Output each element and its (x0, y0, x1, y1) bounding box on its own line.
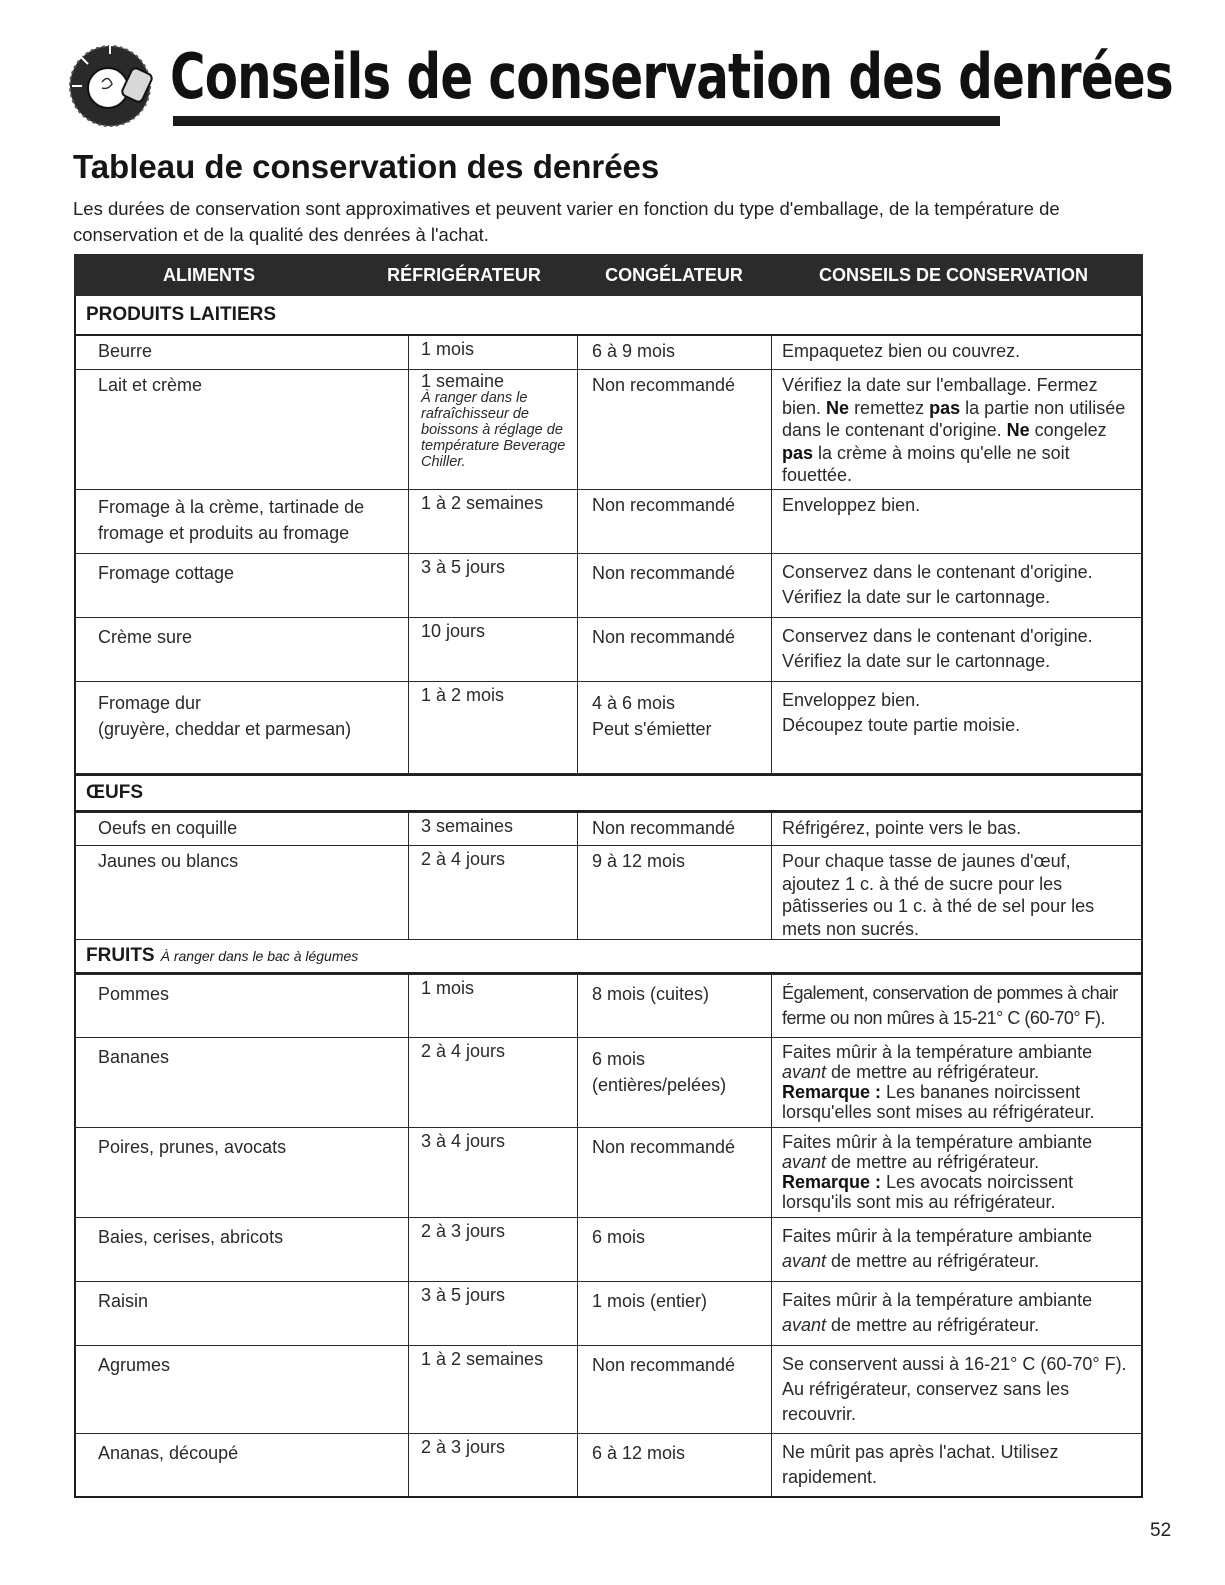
fridge-cell (408, 370, 577, 489)
table-row (74, 618, 1143, 682)
header-rule (173, 116, 1000, 126)
tips-bold: Remarque : (782, 1082, 882, 1102)
tips-cell (771, 1038, 1141, 1127)
freezer-cell: 1 mois (entier) (577, 1282, 771, 1345)
section-fruits-note: À ranger dans le bac à légumes (160, 948, 359, 964)
freezer-cell: 6 à 12 mois (577, 1434, 771, 1496)
freezer-value: 6 mois (592, 1049, 646, 1069)
section-dairy (74, 296, 1143, 336)
tips-text: la partie non utilisée dans le contenant d'origine. (782, 397, 1126, 440)
fridge-cell: 3 à 4 jours (408, 1128, 577, 1217)
tips-cell (771, 682, 1141, 773)
fridge-cell: 1 mois (408, 336, 577, 369)
fridge-cell: 3 à 5 jours (408, 554, 577, 617)
tips-text: Enveloppez bien. (782, 690, 921, 710)
fridge-cell: 2 à 4 jours (408, 846, 577, 939)
fridge-cell: 1 à 2 semaines (408, 490, 577, 553)
freezer-cell: 9 à 12 mois (577, 846, 771, 939)
tips-text: Faites mûrir à la température ambiante (782, 1042, 1093, 1062)
food-name: Fromage dur (98, 693, 202, 713)
tips-bold: Ne (1006, 420, 1030, 440)
table-row (74, 682, 1143, 774)
fridge-cell: 2 à 3 jours (408, 1434, 577, 1496)
table-row (74, 336, 1143, 370)
table-row (74, 1282, 1143, 1346)
tips-text: de mettre au réfrigérateur. (826, 1315, 1040, 1335)
food-cell: Poires, prunes, avocats (98, 1137, 287, 1157)
section-eggs (74, 774, 1143, 812)
table-row (74, 846, 1143, 940)
freezer-value: 4 à 6 mois (592, 693, 676, 713)
tips-text: remettez (849, 397, 930, 418)
table-header (74, 254, 1143, 296)
tips-text: Vérifiez la date sur l'emballage. Fermez bien. (782, 375, 1098, 418)
header-conseils: CONSEILS DE CONSERVATION (818, 264, 1089, 285)
tips-bold: pas (782, 442, 814, 463)
table-row (74, 1218, 1143, 1282)
table-row (74, 554, 1143, 618)
table-row (74, 1346, 1143, 1434)
section-dairy-title: PRODUITS LAITIERS (86, 304, 277, 325)
fridge-cell: 10 jours (408, 618, 577, 681)
freezer-note: (entières/pelées) (592, 1075, 727, 1095)
page-header-title: Conseils de conservation des denrées (170, 40, 1173, 113)
freezer-cell: Non recommandé (577, 370, 771, 489)
section-eggs-title: ŒUFS (86, 782, 143, 803)
table-row (74, 974, 1143, 1038)
tips-cell: Empaquetez bien ou couvrez. (771, 336, 1141, 369)
tips-italic: avant (782, 1315, 827, 1335)
tips-bold: Remarque : (782, 1172, 882, 1192)
freezer-cell: Non recommandé (577, 554, 771, 617)
freezer-cell (577, 682, 771, 773)
food-cell: Fromage cottage (98, 563, 235, 583)
freezer-cell: Non recommandé (577, 618, 771, 681)
header-congelateur: CONGÉLATEUR (605, 264, 743, 285)
fridge-cell: 1 à 2 mois (408, 682, 577, 773)
section-title: Tableau de conservation des denrées (73, 148, 660, 185)
tips-bold: pas (929, 397, 961, 418)
freezer-cell: Non recommandé (577, 1346, 771, 1433)
food-cell: Beurre (98, 341, 153, 361)
tips-cell: Conservez dans le contenant d'origine. Vérifiez la date sur le cartonnage. (771, 618, 1141, 681)
tips-text: de mettre au réfrigérateur. (826, 1251, 1040, 1271)
fridge-note: À ranger dans le rafraîchisseur de boissons à réglage de température Beverage Chiller. (421, 390, 566, 470)
fridge-value: 1 semaine (421, 371, 505, 391)
fridge-cell: 1 à 2 semaines (408, 1346, 577, 1433)
food-cell (76, 682, 408, 773)
tips-cell: Réfrigérez, pointe vers le bas. (771, 813, 1141, 845)
food-cell: Lait et crème (98, 375, 203, 395)
tips-text: Faites mûrir à la température ambiante (782, 1226, 1093, 1246)
freezer-cell (577, 1038, 771, 1127)
fridge-cell: 3 semaines (408, 813, 577, 845)
section-fruits (74, 940, 1143, 974)
fridge-cell: 1 mois (408, 975, 577, 1037)
freezer-cell: 6 à 9 mois (577, 336, 771, 369)
tips-cell: Ne mûrit pas après l'achat. Utilisez rapidement. (771, 1434, 1141, 1496)
food-cell: Oeufs en coquille (98, 818, 238, 838)
food-cell: Fromage à la crème, tartinade de fromage et produits au fromage (98, 497, 365, 543)
page-number: 52 (1150, 1520, 1172, 1541)
tips-text: Faites mûrir à la température ambiante (782, 1132, 1093, 1152)
tips-italic: avant (782, 1251, 827, 1271)
header-aliments: ALIMENTS (163, 264, 255, 285)
tips-text: Découpez toute partie moisie. (782, 715, 1021, 735)
table-row (74, 370, 1143, 490)
tips-bold: Ne (826, 397, 850, 418)
fridge-cell: 3 à 5 jours (408, 1282, 577, 1345)
freezer-cell: Non recommandé (577, 490, 771, 553)
tips-text: Faites mûrir à la température ambiante (782, 1290, 1093, 1310)
food-cell: Bananes (98, 1047, 170, 1067)
header-refrigerateur: RÉFRIGÉRATEUR (387, 264, 541, 285)
tips-cell: Enveloppez bien. (771, 490, 1141, 553)
section-fruits-title: FRUITS (86, 945, 155, 966)
tips-cell: Également, conservation de pommes à chair ferme ou non mûres à 15-21° C (60-70° F). (771, 975, 1141, 1037)
food-storage-table (74, 254, 1143, 1498)
freezer-cell: Non recommandé (577, 813, 771, 845)
tips-cell (771, 370, 1141, 489)
table-row (74, 1434, 1143, 1498)
tips-italic: avant (782, 1152, 827, 1172)
freezer-cell: 6 mois (577, 1218, 771, 1281)
freezer-note: Peut s'émietter (592, 719, 712, 739)
tips-text: de mettre au réfrigérateur. (826, 1152, 1040, 1172)
freezer-cell: Non recommandé (577, 1128, 771, 1217)
tips-cell (771, 1128, 1141, 1217)
food-cell: Crème sure (98, 627, 193, 647)
tips-text: Les avocats noircissent lorsqu'ils sont mis au réfrigérateur. (782, 1172, 1074, 1212)
tips-cell (771, 1282, 1141, 1345)
tips-cell: Pour chaque tasse de jaunes d'œuf, ajoutez 1 c. à thé de sucre pour les pâtisseries ou 1 c. à thé de sel pour les mets non sucrés. (771, 846, 1141, 939)
tips-text: la crème à moins qu'elle ne soit fouettée. (782, 442, 1070, 485)
tips-text: Les bananes noircissent lorsqu'elles sont mises au réfrigérateur. (782, 1082, 1095, 1122)
food-cell: Ananas, découpé (98, 1443, 239, 1463)
table-row (74, 1128, 1143, 1218)
lightbulb-icon (68, 42, 158, 132)
intro-paragraph: Les durées de conservation sont approximatives et peuvent varier en fonction du type d'emballage, de la température de conservation et de la qualité des denrées à l'achat. (73, 198, 1060, 245)
tips-cell (771, 1218, 1141, 1281)
table-row (74, 1038, 1143, 1128)
tips-cell: Se conservent aussi à 16-21° C (60-70° F). Au réfrigérateur, conservez sans les recouvrir. (771, 1346, 1141, 1433)
fridge-cell: 2 à 3 jours (408, 1218, 577, 1281)
table-row (74, 490, 1143, 554)
tips-text: congelez (1029, 420, 1107, 440)
tips-text: de mettre au réfrigérateur. (826, 1062, 1040, 1082)
food-cell: Baies, cerises, abricots (98, 1227, 284, 1247)
table-row (74, 812, 1143, 846)
food-cell: Pommes (98, 984, 170, 1004)
tips-cell: Conservez dans le contenant d'origine. Vérifiez la date sur le cartonnage. (771, 554, 1141, 617)
food-detail: (gruyère, cheddar et parmesan) (98, 719, 352, 739)
food-cell: Agrumes (98, 1355, 171, 1375)
fridge-cell: 2 à 4 jours (408, 1038, 577, 1127)
freezer-cell: 8 mois (cuites) (577, 975, 771, 1037)
food-cell: Jaunes ou blancs (98, 851, 239, 871)
tips-italic: avant (782, 1062, 827, 1082)
food-cell: Raisin (98, 1291, 149, 1311)
